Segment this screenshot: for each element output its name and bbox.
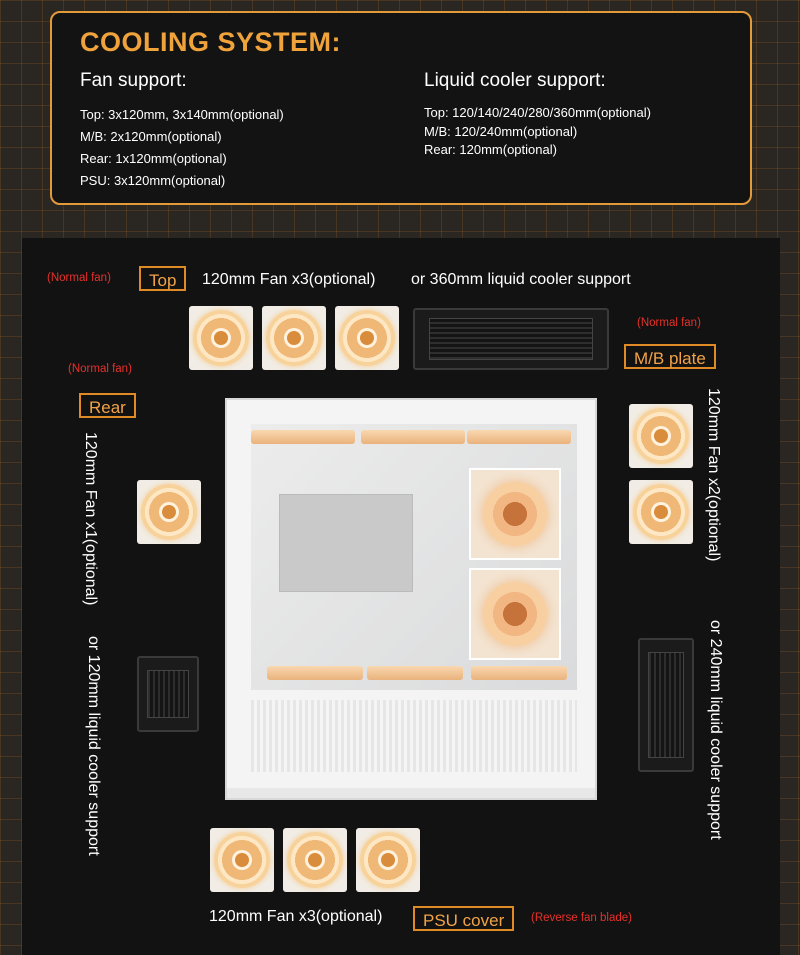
- fan-support-title: Fan support:: [80, 70, 187, 91]
- fan-support-line: Rear: 1x120mm(optional): [80, 151, 227, 166]
- top-fan-caption: 120mm Fan x3(optional): [202, 271, 376, 288]
- radiator-120-icon: [137, 656, 199, 732]
- mb-fan-illustration: [469, 468, 561, 560]
- liquid-support-line: Rear: 120mm(optional): [424, 142, 557, 157]
- mb-fan-illustration: [469, 568, 561, 660]
- motherboard-tray: [279, 494, 413, 592]
- top-fan-note: (Normal fan): [47, 272, 111, 284]
- psu-fan-glow: [267, 666, 363, 680]
- top-fan-glow: [251, 430, 355, 444]
- fan-icon: [629, 480, 693, 544]
- psu-fan-note: (Reverse fan blade): [531, 912, 632, 924]
- fan-icon: [189, 306, 253, 370]
- top-fan-glow: [361, 430, 465, 444]
- rear-liquid-caption: or 120mm liquid cooler support: [85, 636, 102, 856]
- top-fan-glow: [467, 430, 571, 444]
- rear-fan-note: (Normal fan): [68, 363, 132, 375]
- psu-fan-glow: [367, 666, 463, 680]
- fan-support-line: Top: 3x120mm, 3x140mm(optional): [80, 107, 284, 122]
- fan-support-list: [80, 104, 284, 192]
- case-base: [227, 788, 595, 798]
- fan-support-line: M/B: 2x120mm(optional): [80, 129, 222, 144]
- psu-shroud-mesh: [251, 700, 577, 772]
- fan-icon: [210, 828, 274, 892]
- section-heading: COOLING SYSTEM:: [80, 27, 342, 57]
- psu-tag: PSU cover: [413, 906, 514, 931]
- psu-fan-glow: [471, 666, 567, 680]
- fan-icon: [629, 404, 693, 468]
- mb-tag: M/B plate: [624, 344, 716, 369]
- mb-liquid-caption: or 240mm liquid cooler support: [707, 620, 724, 840]
- top-liquid-caption: or 360mm liquid cooler support: [411, 271, 631, 288]
- liquid-support-line: Top: 120/140/240/280/360mm(optional): [424, 105, 651, 120]
- rear-fan-caption: 120mm Fan x1(optional): [82, 432, 99, 606]
- fan-support-line: PSU: 3x120mm(optional): [80, 173, 226, 188]
- pc-case-illustration: [225, 398, 597, 800]
- fan-icon: [335, 306, 399, 370]
- mb-fan-note: (Normal fan): [637, 317, 701, 329]
- top-tag: Top: [139, 266, 186, 291]
- rear-tag: Rear: [79, 393, 136, 418]
- liquid-support-title: Liquid cooler support:: [424, 70, 606, 91]
- psu-fan-caption: 120mm Fan x3(optional): [209, 908, 383, 925]
- mb-fan-caption: 120mm Fan x2(optional): [705, 388, 722, 562]
- liquid-support-list: [424, 104, 651, 160]
- fan-icon: [137, 480, 201, 544]
- cooling-spec-card: [50, 11, 752, 205]
- fan-icon: [262, 306, 326, 370]
- fan-icon: [356, 828, 420, 892]
- radiator-240-icon: [638, 638, 694, 772]
- liquid-support-line: M/B: 120/240mm(optional): [424, 123, 578, 139]
- radiator-360-icon: [413, 308, 609, 370]
- fan-icon: [283, 828, 347, 892]
